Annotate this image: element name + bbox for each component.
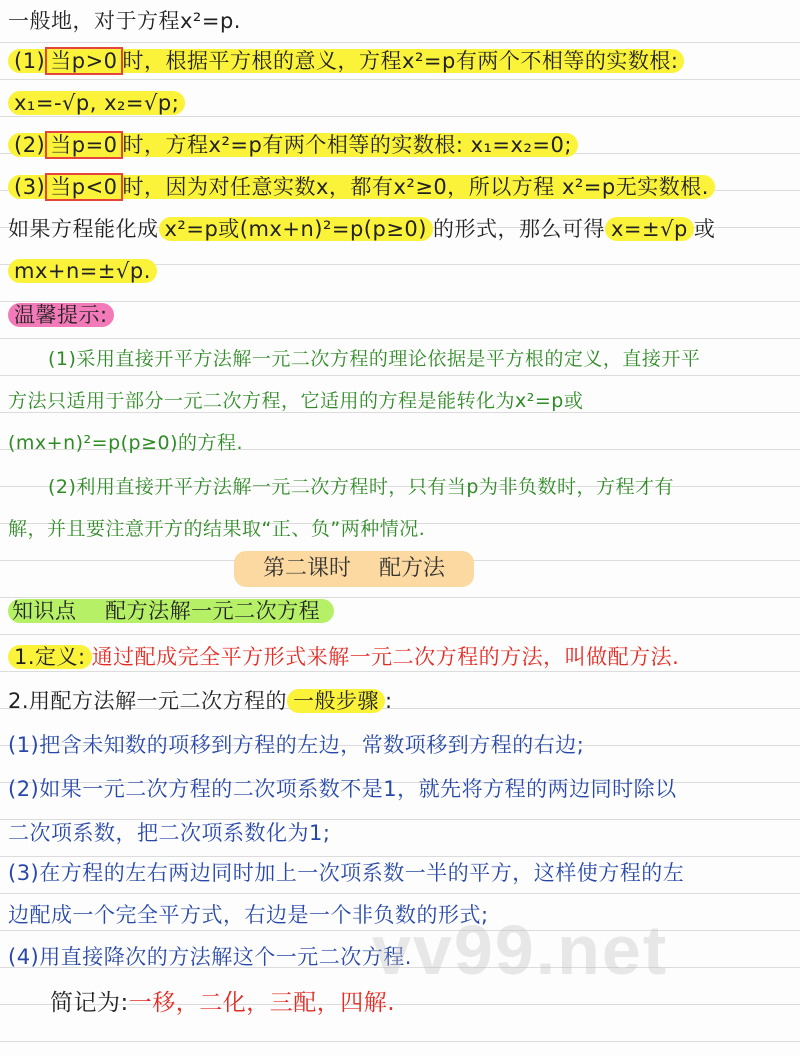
case3-number: (3) [14, 175, 46, 199]
steps-title-suffix: : [385, 689, 393, 713]
case1-highlight [8, 49, 684, 73]
general-solution-1: x=±√p [605, 217, 694, 241]
step-line-3: 二次项系数，把二次项系数化为1; [8, 821, 331, 845]
steps-title-highlight: 一般步骤 [287, 689, 385, 713]
step-line-2: (2)如果一元二次方程的二次项系数不是1，就先将方程的两边同时除以 [8, 777, 677, 801]
case2-condition: 当p=0 [45, 131, 122, 159]
case1-number: (1) [14, 49, 46, 73]
step-line-1: (1)把含未知数的项移到方程的左边，常数项移到方程的右边; [8, 733, 585, 757]
case2-text: 时，方程x²=p有两个相等的实数根: x₁=x₂=0; [122, 133, 572, 157]
general-line-2 [8, 256, 157, 286]
tip1-line-2: 方法只适用于部分一元二次方程，它适用的方程是能转化为x²=p或 [8, 390, 584, 412]
step-line-5: 边配成一个完全平方式，右边是一个非负数的形式; [8, 903, 489, 927]
case1-line [8, 46, 684, 76]
general-text-3: 或 [693, 217, 716, 241]
tip1-line-1: (1)采用直接开平方法解一元二次方程的理论依据是平方根的定义，直接开平 [48, 348, 701, 370]
general-form: x²=p或(mx+n)²=p(p≥0) [159, 217, 433, 241]
tip2-line-1: (2)利用直接开平方法解一元二次方程时，只有当p为非负数时，方程才有 [48, 476, 674, 498]
case3-highlight [8, 175, 715, 199]
case1-roots: x₁=-√p, x₂=√p; [8, 91, 185, 115]
summary-line [50, 988, 395, 1018]
definition-text: 通过配成完全平方形式来解一元二次方程的方法，叫做配方法. [91, 645, 680, 669]
lesson-part: 第二课时 [262, 556, 351, 581]
step-line-6: (4)用直接降次的方法解这个一元二次方程. [8, 945, 412, 969]
case2-number: (2) [14, 133, 46, 157]
case2-line [8, 130, 578, 160]
tip-title-line [8, 300, 114, 330]
step-line-4: (3)在方程的左右两边同时加上一次项系数一半的平方，这样使方程的左 [8, 861, 685, 885]
definition-label: 1.定义: [8, 645, 92, 669]
summary-label: 简记为: [50, 990, 129, 1016]
tip2-line-2: 解，并且要注意开方的结果取“正、负”两种情况. [8, 518, 426, 540]
general-text-2: 的形式，那么可得 [432, 217, 605, 241]
case3-line [8, 172, 715, 202]
intro-line: 一般地，对于方程x²=p. [8, 9, 241, 33]
case1-condition: 当p>0 [45, 47, 122, 75]
lesson-name: 配方法 [379, 556, 446, 581]
general-solution-2: mx+n=±√p. [8, 259, 157, 283]
watermark: vv99.net [372, 911, 669, 989]
case1-text: 时，根据平方根的意义，方程x²=p有两个不相等的实数根: [122, 49, 679, 73]
general-text-1: 如果方程能化成 [8, 217, 159, 241]
lesson-title [234, 551, 474, 587]
knowledge-point: 知识点 配方法解一元二次方程 [8, 599, 334, 623]
case2-highlight [8, 133, 578, 157]
definition-line [8, 642, 679, 672]
summary-text: 一移，二化，三配，四解. [128, 990, 396, 1016]
case1-roots-line [8, 88, 185, 118]
steps-title-line [8, 686, 393, 716]
case3-text: 时，因为对任意实数x，都有x²≥0，所以方程 x²=p无实数根. [122, 175, 709, 199]
general-line [8, 214, 715, 244]
tip1-line-3: (mx+n)²=p(p≥0)的方程. [8, 432, 244, 454]
steps-title-prefix: 2.用配方法解一元二次方程的 [8, 689, 288, 713]
knowledge-line [8, 596, 334, 626]
tip-title: 温馨提示: [8, 303, 114, 327]
case3-condition: 当p<0 [45, 173, 122, 201]
